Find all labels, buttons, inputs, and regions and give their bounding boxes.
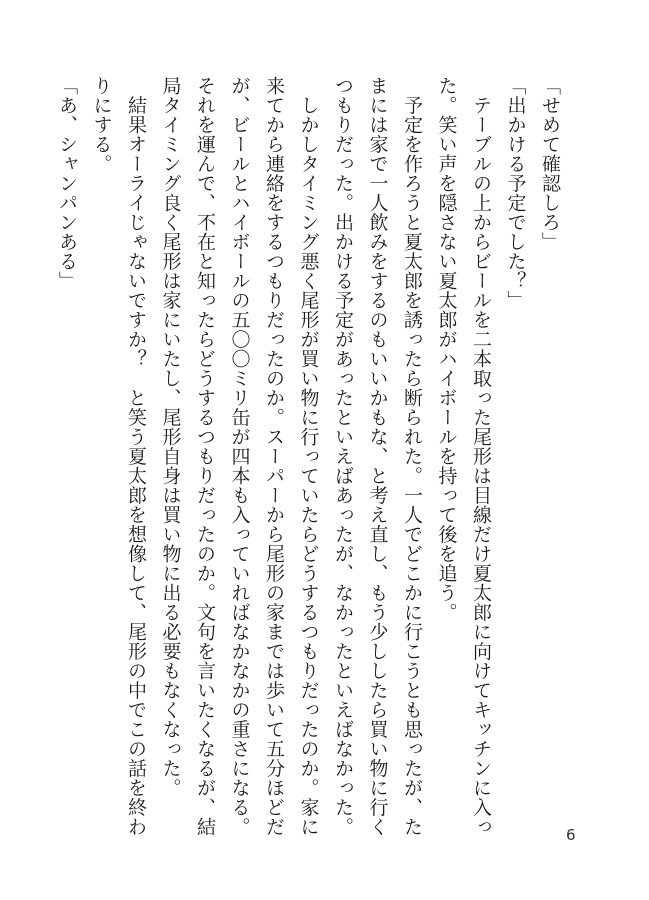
text-line: 予定を作ろうと夏太郎を誘ったら断られた。一人でどこかに行こうとも思ったが、た: [401, 76, 423, 837]
text-line: 来てから連絡をするつもりだったのか。スーパーから尾形の家までは歩いて五分ほどだ: [263, 76, 285, 837]
text-line: りにする。: [90, 76, 113, 174]
text-line: 「あ、シャンパンある」: [56, 76, 78, 291]
text-line: が、ビールとハイボールの五〇〇ミリ缶が四本も入っていればなかなかの重さになる。: [228, 76, 251, 837]
page-number: 6: [566, 826, 576, 844]
text-line: しかしタイミング悪く尾形が買い物に行っていたらどうするつもりだったのか。家に: [297, 76, 320, 837]
text-line: た。笑い声を隠さない夏太郎がハイボールを持って後を追う。: [435, 76, 458, 622]
text-line: 結果オーライじゃないですか？ と笑う夏太郎を想像して、尾形の中でこの話を終わ: [125, 76, 147, 837]
text-line: まには家で一人飲みをするのもいいかもな、と考え直し、もう少ししたら買い物に行く: [366, 76, 389, 837]
vertical-text-body: [56, 76, 567, 837]
text-line: 「せめて確認しろ」: [539, 76, 561, 252]
text-line: 「出かける予定でした？」: [504, 76, 527, 310]
text-line: つもりだった。出かける予定があったといえばあったが、なかったといえばなかった。: [332, 76, 354, 837]
text-line: それを運んで、不在と知ったらどうするつもりだったのか。文句を言いたくなるが、結: [194, 76, 216, 837]
text-line: テーブルの上からビールを二本取った尾形は目線だけ夏太郎に向けてキッチンに入っ: [470, 76, 492, 837]
text-line: 局タイミング良く尾形は家にいたし、尾形自身は買い物に出る必要もなくなった。: [159, 76, 182, 798]
